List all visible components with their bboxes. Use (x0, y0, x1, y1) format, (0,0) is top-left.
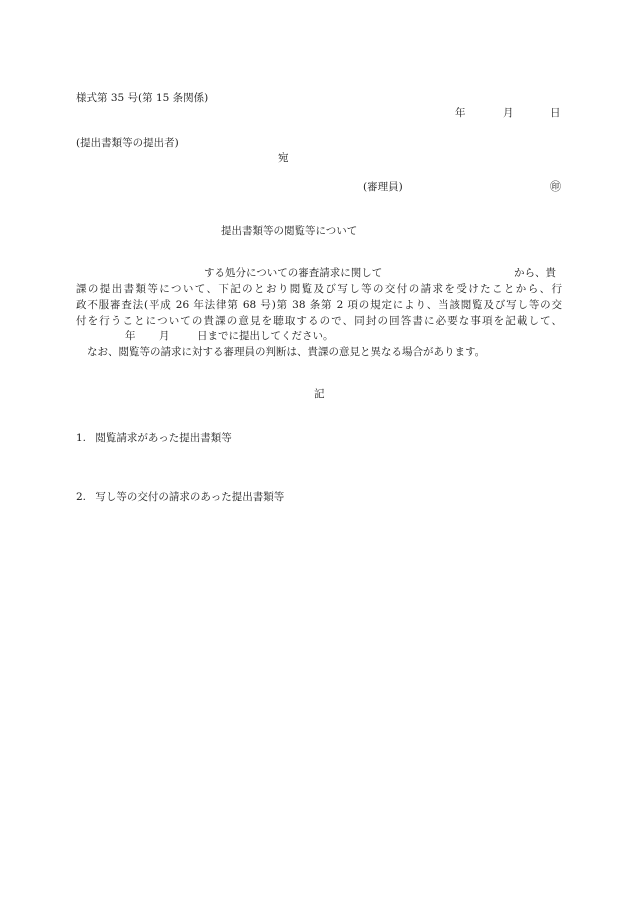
form-number: 様式第 35 号(第 15 条関係) (76, 92, 209, 104)
date-day-label: 日 (550, 107, 561, 119)
seal-mark: ㊞ (550, 180, 561, 193)
addressee-label: (提出書類等の提出者) (76, 137, 179, 149)
body-line-1a: する処分についての審査請求に関して (204, 267, 383, 279)
item-2 (76, 492, 284, 503)
date-month-label: 月 (503, 107, 514, 119)
document-title: 提出書類等の閲覧等について (221, 225, 358, 237)
deadline-text: 日までに提出してください。 (197, 330, 334, 342)
item-1-text: 閲覧請求があった提出書類等 (95, 432, 232, 444)
item-1-number: 1. (76, 432, 87, 444)
date-year-label: 年 (455, 107, 466, 119)
sender-label: (審理員) (363, 181, 403, 193)
item-2-number: 2. (76, 491, 87, 503)
deadline-year-label: 年 (125, 330, 136, 342)
item-2-text: 写し等の交付の請求のあった提出書類等 (95, 491, 285, 503)
note-paragraph: なお、閲覧等の請求に対する審理員の判断は、貴課の意見と異なる場合があります。 (87, 346, 486, 358)
deadline-month-label: 月 (159, 330, 170, 342)
body-line-1b: から、貴 (514, 267, 556, 279)
body-line-2: 課の提出書類等について、下記のとおり閲覧及び写し等の交付の請求を受けたことから、行 (76, 283, 562, 295)
ki-heading: 記 (314, 388, 325, 400)
body-line-4: 付を行うことについての貴課の意見を聴取するので、同封の回答書に必要な事項を記載して、 (76, 315, 562, 327)
body-line-3: 政不服審査法(平成 26 年法律第 68 号)第 38 条第 2 項の規定により、当該閲覧及び写し等の交 (76, 299, 562, 311)
item-1 (76, 433, 232, 444)
addressee-suffix: 宛 (278, 152, 289, 164)
